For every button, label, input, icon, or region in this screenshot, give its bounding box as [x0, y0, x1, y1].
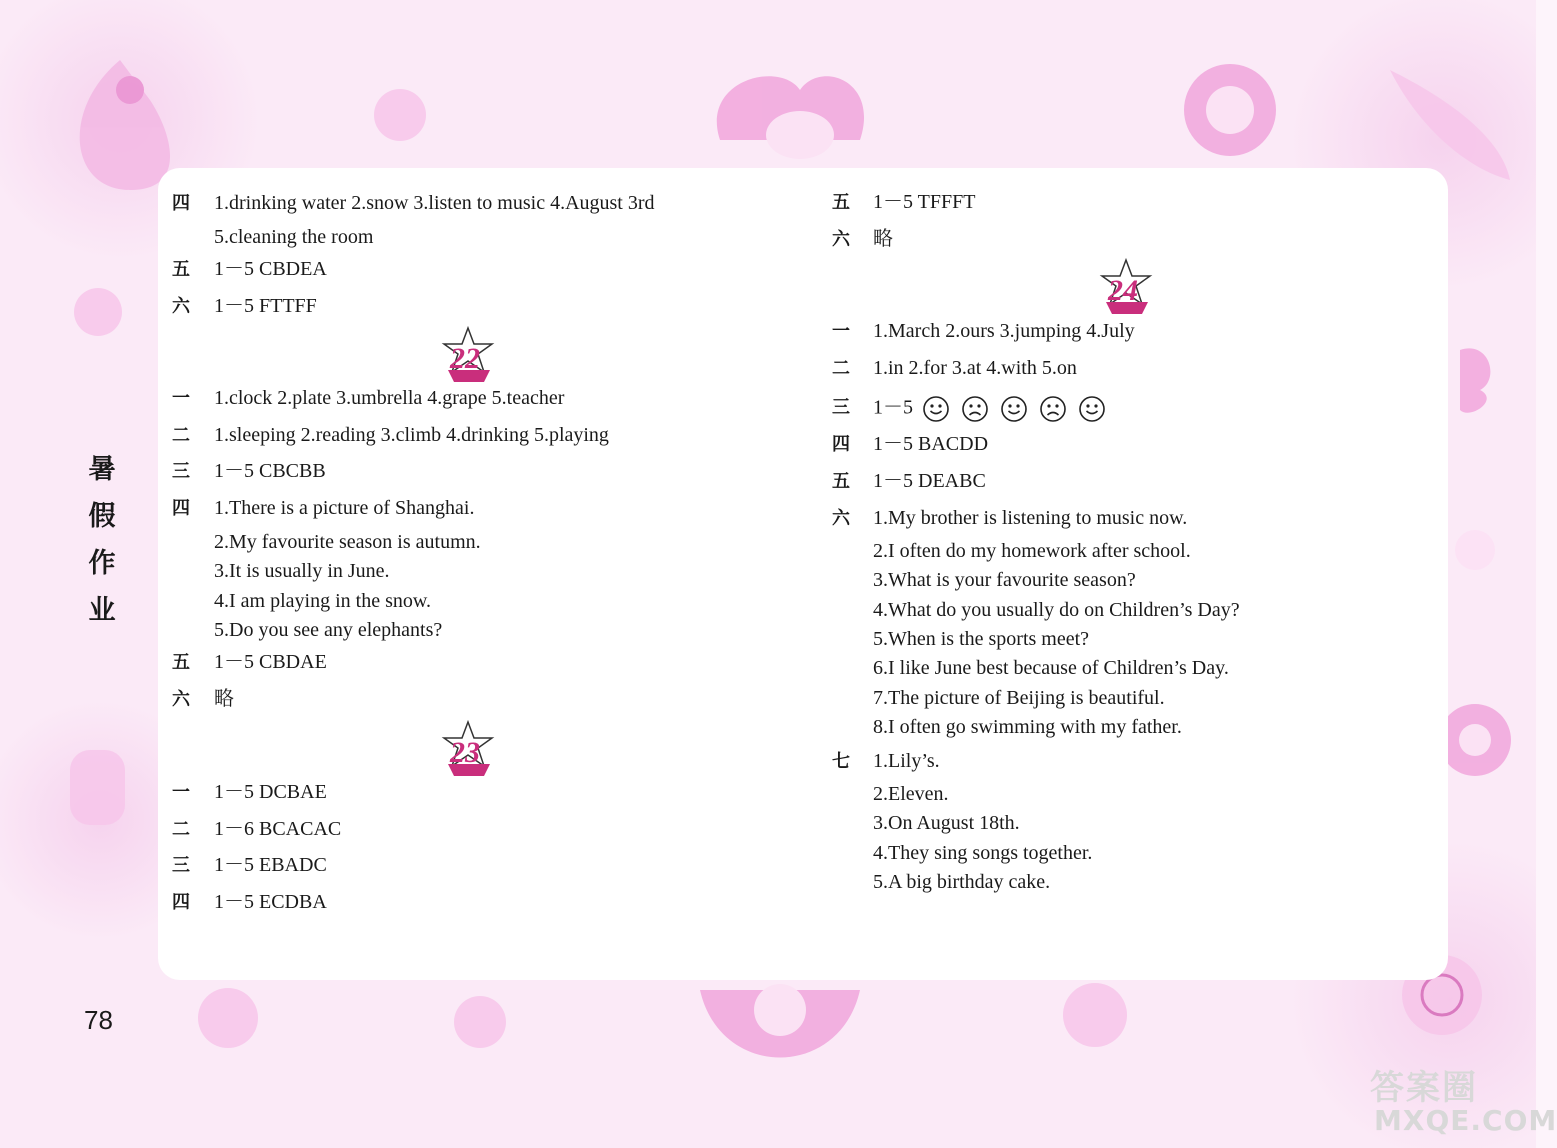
section-number: 二 [832, 358, 850, 379]
answer-line: 3.It is usually in June. [214, 560, 390, 582]
smiley-face-icon [922, 395, 950, 423]
section-number: 六 [832, 229, 850, 250]
answer-line: 1.in 2.for 3.at 4.with 5.on [873, 357, 1077, 379]
unit-badge-23 [440, 720, 500, 780]
answer-range: 1－5 [873, 396, 913, 419]
page-number: 78 [84, 1005, 113, 1035]
answer-line: 1.March 2.ours 3.jumping 4.July [873, 320, 1135, 342]
side-title-char: 业 [88, 595, 116, 626]
unit-badge-number: 24 [1108, 274, 1138, 307]
answer-line: 1.clock 2.plate 3.umbrella 4.grape 5.teacher [214, 387, 565, 409]
answer-line: 1－5 BACDD [873, 433, 989, 455]
section-number: 一 [832, 321, 850, 342]
watermark-text: MXQE.COM [1374, 1104, 1557, 1137]
section-number: 六 [172, 296, 190, 317]
answer-line: 1－5 EBADC [214, 854, 327, 876]
section-number: 一 [172, 388, 190, 409]
answer-line: 5.A big birthday cake. [873, 871, 1051, 893]
section-number: 四 [172, 892, 190, 913]
answer-line: 1－5 FTTFF [214, 295, 317, 317]
side-title-char: 暑 [88, 454, 116, 485]
answer-line: 1.Lily’s. [873, 750, 940, 772]
answer-line: 1－5 DEABC [873, 470, 986, 492]
section-number: 四 [172, 498, 190, 519]
answer-line: 4.I am playing in the snow. [214, 590, 432, 612]
section-number: 六 [172, 689, 190, 710]
unit-badge-number: 22 [450, 342, 480, 375]
watermark-text: 答案圈 [1370, 1068, 1478, 1108]
section-number: 二 [172, 819, 190, 840]
answer-line: 略 [214, 688, 234, 710]
unit-badge-22 [440, 326, 500, 386]
answer-line: 略 [873, 228, 893, 250]
answer-line: 5.When is the sports meet? [873, 628, 1090, 650]
face-sequence [922, 395, 1112, 423]
answer-line: 7.The picture of Beijing is beautiful. [873, 687, 1165, 709]
answer-line: 4.What do you usually do on Children’s Day? [873, 599, 1240, 621]
section-number: 五 [832, 471, 850, 492]
answer-line: 3.What is your favourite season? [873, 569, 1136, 591]
answer-line: 5.Do you see any elephants? [214, 619, 443, 641]
answer-line: 5.cleaning the room [214, 226, 374, 248]
site-watermark [1370, 1060, 1557, 1142]
answer-line: 4.They sing songs together. [873, 842, 1093, 864]
side-title-char: 假 [88, 501, 116, 532]
side-title-char: 作 [88, 548, 116, 579]
answer-line: 1.There is a picture of Shanghai. [214, 497, 475, 519]
answer-line: 1.sleeping 2.reading 3.climb 4.drinking 5.playing [214, 424, 609, 446]
answer-line: 2.Eleven. [873, 783, 949, 805]
section-number: 六 [832, 508, 850, 529]
answer-line: 1－5 ECDBA [214, 891, 327, 913]
answer-line: 1－5 TFFFT [873, 191, 976, 213]
answer-line: 3.On August 18th. [873, 812, 1020, 834]
answer-line: 1－5 CBCBB [214, 460, 326, 482]
section-number: 一 [172, 782, 190, 803]
answer-line: 8.I often go swimming with my father. [873, 716, 1182, 738]
smiley-face-icon [1000, 395, 1028, 423]
answer-line: 2.My favourite season is autumn. [214, 531, 481, 553]
smiley-face-icon [1078, 395, 1106, 423]
section-number: 四 [172, 193, 190, 214]
answer-line: 1.My brother is listening to music now. [873, 507, 1188, 529]
section-number: 五 [172, 652, 190, 673]
section-number: 三 [172, 461, 190, 482]
side-title [84, 446, 120, 634]
section-number: 三 [832, 397, 850, 418]
section-number: 七 [832, 751, 850, 772]
unit-badge-24 [1098, 258, 1158, 318]
answer-line: 1－5 CBDEA [214, 258, 327, 280]
sad-face-icon [1039, 395, 1067, 423]
answer-line: 1－5 CBDAE [214, 651, 327, 673]
sad-face-icon [961, 395, 989, 423]
section-number: 三 [172, 855, 190, 876]
answer-line: 1.drinking water 2.snow 3.listen to music 4.August 3rd [214, 192, 655, 214]
section-number: 五 [172, 259, 190, 280]
answer-line: 6.I like June best because of Children’s Day. [873, 657, 1229, 679]
answer-line: 1－6 BCACAC [214, 818, 342, 840]
section-number: 五 [832, 192, 850, 213]
unit-badge-number: 23 [450, 736, 480, 769]
section-number: 四 [832, 434, 850, 455]
answer-line [873, 395, 1112, 423]
answer-line: 1－5 DCBAE [214, 781, 327, 803]
answer-line: 2.I often do my homework after school. [873, 540, 1191, 562]
section-number: 二 [172, 425, 190, 446]
